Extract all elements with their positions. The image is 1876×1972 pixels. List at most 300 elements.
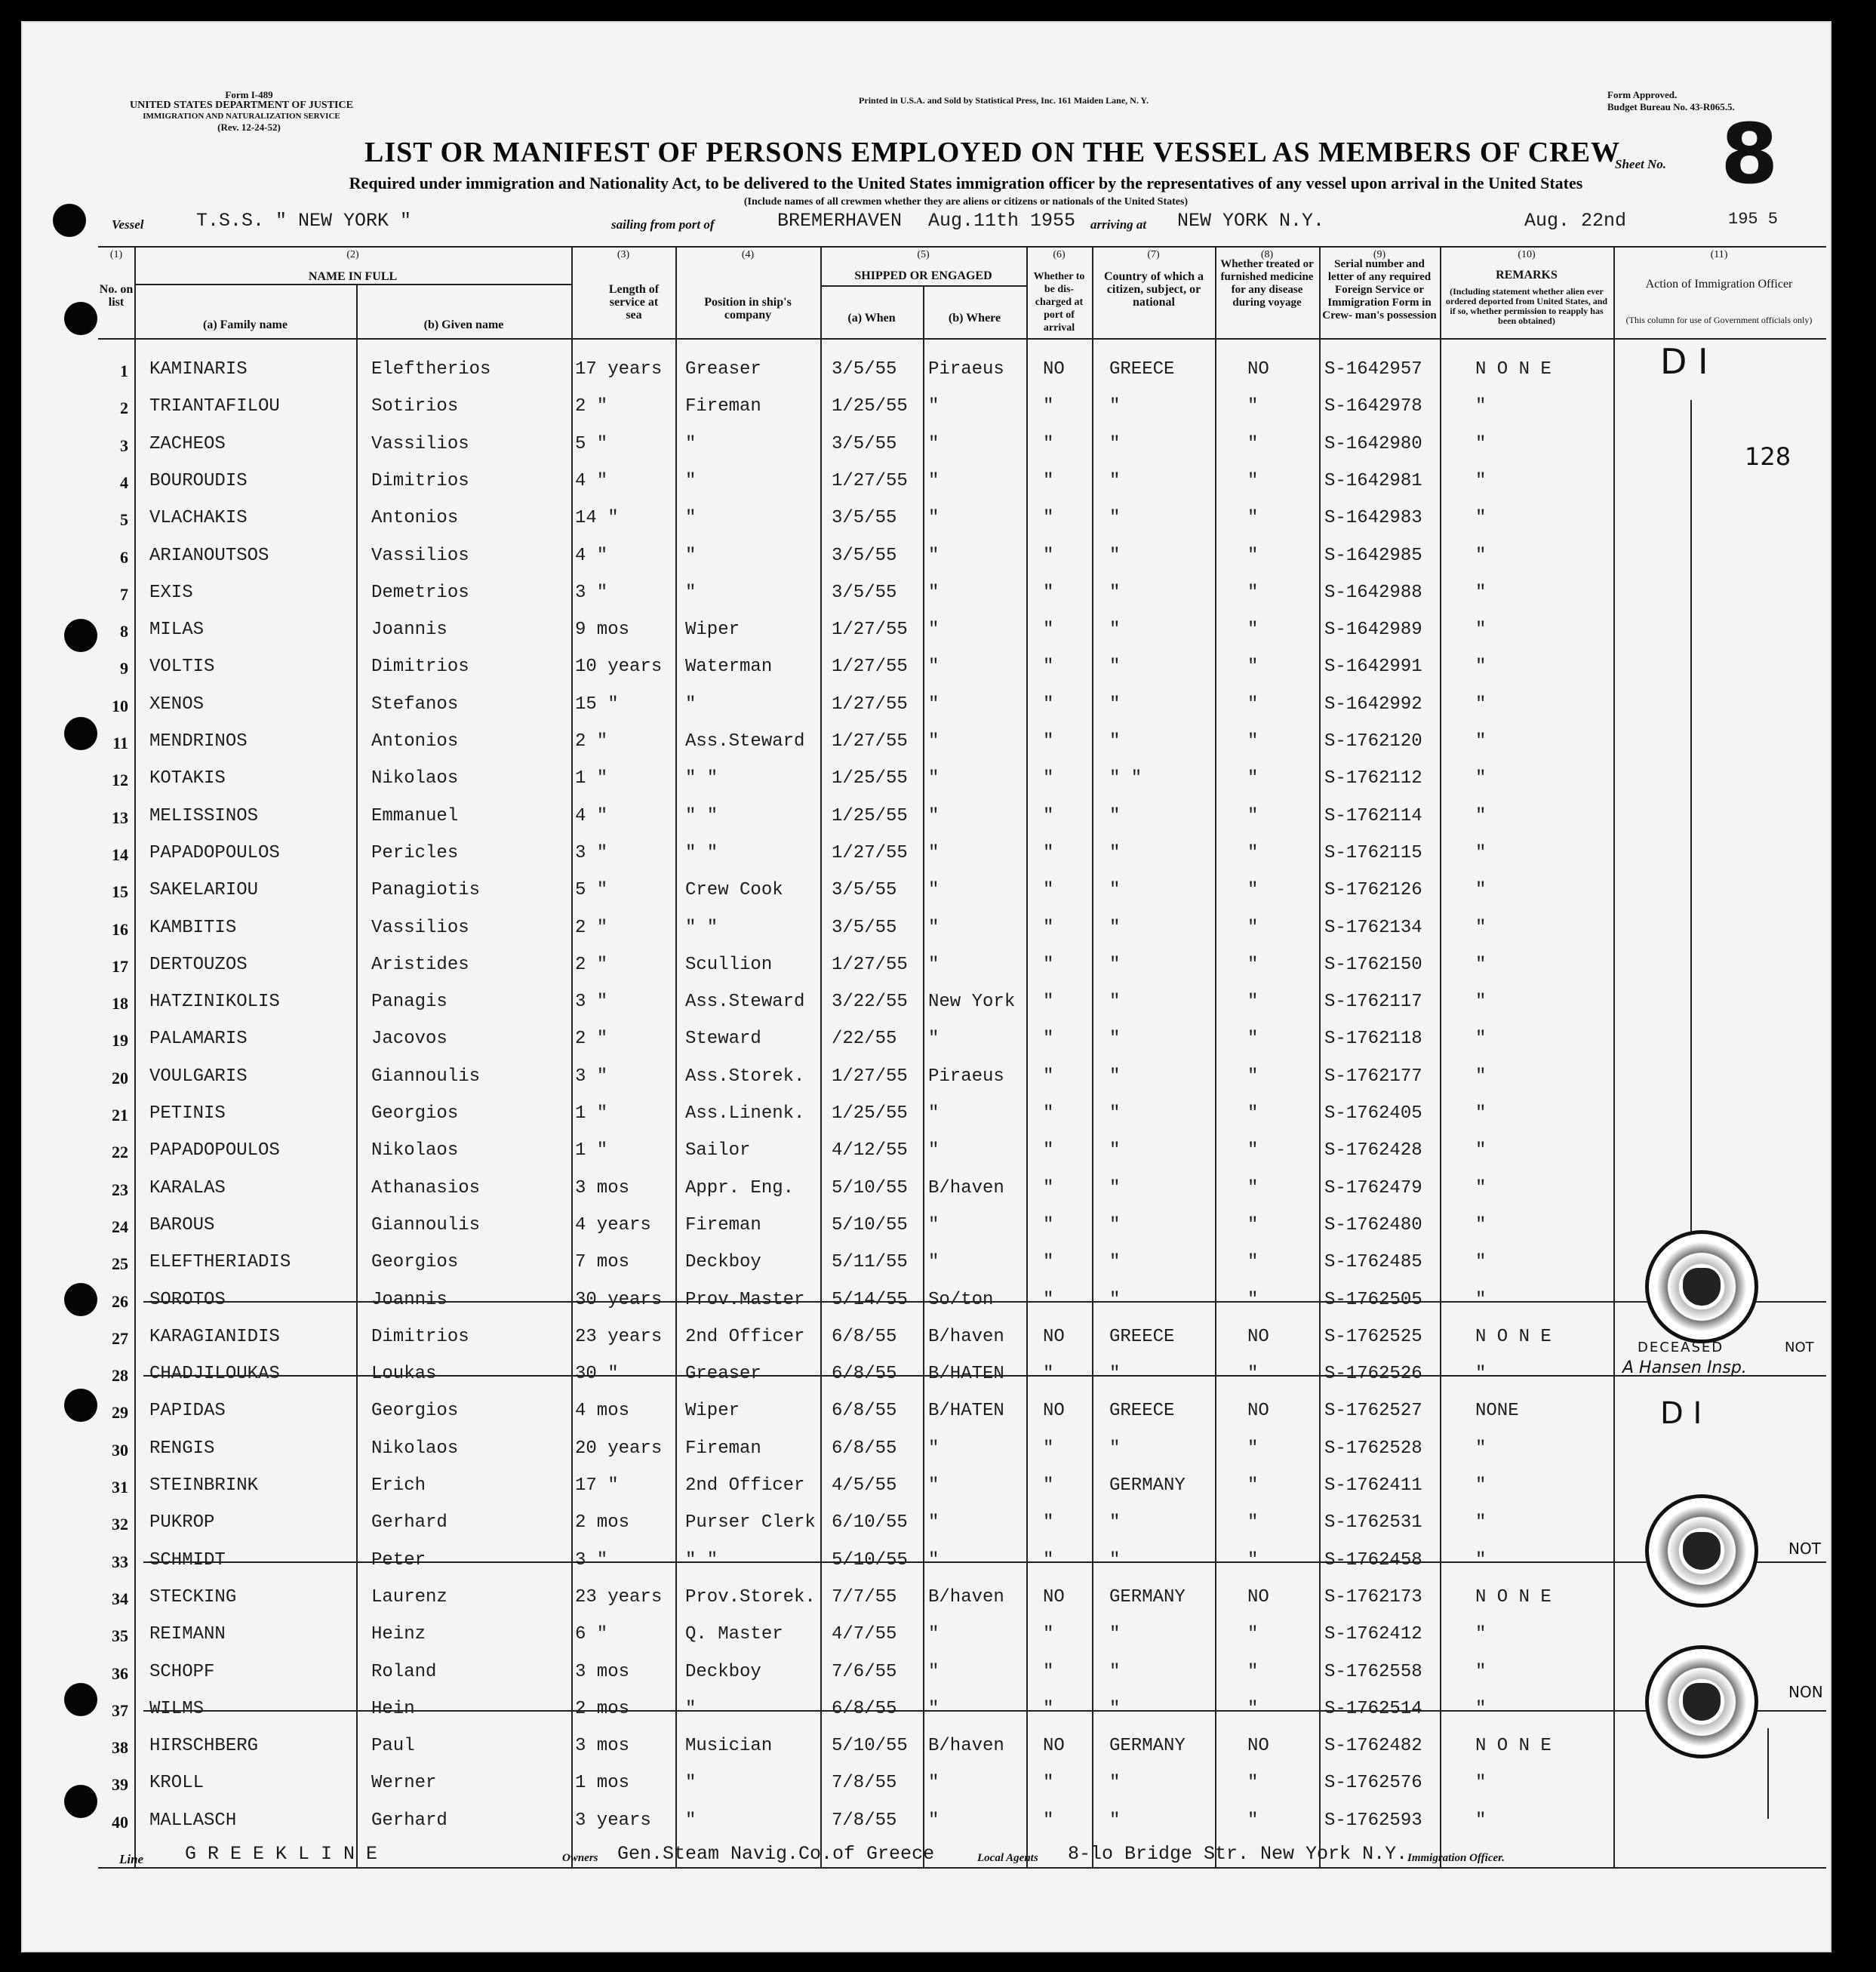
- officer-mark: D I: [1660, 341, 1708, 382]
- row-number: 3: [120, 436, 128, 455]
- crew-remarks: ": [1475, 1810, 1487, 1831]
- crew-treated: ": [1247, 583, 1259, 603]
- crew-shipped-when: 1/27/55: [832, 471, 908, 491]
- crew-given-name: Sotirios: [371, 396, 459, 417]
- crew-remarks: ": [1475, 1624, 1487, 1644]
- col-divider: [675, 246, 677, 1867]
- crew-given-name: Laurenz: [371, 1587, 447, 1607]
- crew-position: ": [685, 583, 697, 603]
- crew-service-length: 2 mos: [575, 1699, 630, 1719]
- crew-discharged: ": [1043, 1773, 1054, 1793]
- crew-shipped-where: B/haven: [928, 1736, 1004, 1756]
- crew-shipped-where: ": [928, 1475, 940, 1496]
- crew-country: GREECE: [1109, 359, 1175, 380]
- inspector-signature: A Hansen Insp.: [1622, 1358, 1747, 1377]
- deceased-note: DECEASED: [1638, 1340, 1724, 1355]
- crew-given-name: Giannoulis: [371, 1066, 481, 1087]
- crew-position: ": [685, 1810, 697, 1831]
- crew-remarks: ": [1475, 1773, 1487, 1793]
- crew-service-length: 10 years: [575, 657, 663, 677]
- crew-remarks: ": [1475, 434, 1487, 454]
- crew-country: ": [1109, 955, 1121, 975]
- crew-remarks: ": [1475, 620, 1487, 640]
- crew-country: ": [1109, 1550, 1121, 1571]
- crew-family-name: KOTAKIS: [149, 768, 226, 789]
- crew-given-name: Athanasios: [371, 1178, 481, 1198]
- crew-family-name: HIRSCHBERG: [149, 1736, 259, 1756]
- crew-country: ": [1109, 396, 1121, 417]
- crew-serial-number: S-1642978: [1324, 396, 1422, 417]
- crew-service-length: 4 years: [575, 1215, 651, 1235]
- port-from: BREMERHAVEN: [777, 210, 903, 232]
- crew-remarks: ": [1475, 1029, 1487, 1049]
- crew-discharged: ": [1043, 1215, 1054, 1235]
- crew-given-name: Georgios: [371, 1401, 459, 1421]
- crew-family-name: MELISSINOS: [149, 806, 259, 826]
- crew-discharged: ": [1043, 396, 1054, 417]
- crew-family-name: PALAMARIS: [149, 1029, 248, 1049]
- crew-shipped-where: ": [928, 471, 940, 491]
- crew-shipped-when: 1/25/55: [832, 1103, 908, 1124]
- crew-remarks: ": [1475, 1364, 1487, 1384]
- crew-discharged: ": [1043, 1029, 1054, 1049]
- crew-shipped-where: ": [928, 1773, 940, 1793]
- crew-shipped-when: 6/8/55: [832, 1438, 897, 1459]
- crew-service-length: 14 ": [575, 508, 619, 528]
- crew-treated: ": [1247, 1029, 1259, 1049]
- crew-country: ": [1109, 1290, 1121, 1310]
- crew-family-name: KARALAS: [149, 1178, 226, 1198]
- crew-family-name: SCHMIDT: [149, 1550, 226, 1571]
- crew-position: Sailor: [685, 1140, 751, 1161]
- crew-remarks: ": [1475, 880, 1487, 900]
- row-number: 26: [112, 1292, 128, 1311]
- crew-serial-number: S-1642991: [1324, 657, 1422, 677]
- crew-service-length: 2 ": [575, 955, 608, 975]
- crew-given-name: Giannoulis: [371, 1215, 481, 1235]
- crew-discharged: ": [1043, 1438, 1054, 1459]
- crew-serial-number: S-1762150: [1324, 955, 1422, 975]
- crew-treated: ": [1247, 992, 1259, 1012]
- crew-treated: ": [1247, 657, 1259, 677]
- crew-serial-number: S-1762412: [1324, 1624, 1422, 1644]
- col-divider: [1026, 246, 1028, 1867]
- crew-serial-number: S-1762576: [1324, 1773, 1422, 1793]
- crew-shipped-where: ": [928, 1029, 940, 1049]
- crew-country: ": [1109, 1662, 1121, 1682]
- table-bottom-rule: [98, 1867, 1826, 1869]
- crew-country: GERMANY: [1109, 1736, 1186, 1756]
- crew-shipped-where: ": [928, 1140, 940, 1161]
- crew-family-name: PAPADOPOULOS: [149, 1140, 280, 1161]
- crew-serial-number: S-1762505: [1324, 1290, 1422, 1310]
- crew-country: ": [1109, 1773, 1121, 1793]
- crew-discharged: ": [1043, 955, 1054, 975]
- crew-given-name: Nikolaos: [371, 768, 459, 789]
- crew-shipped-where: ": [928, 1662, 940, 1682]
- crew-serial-number: S-1762173: [1324, 1587, 1422, 1607]
- row-number: 4: [120, 473, 128, 492]
- col-header-action-note: (This column for use of Government officials only): [1625, 315, 1813, 325]
- col-divider: [923, 285, 924, 1867]
- crew-treated: ": [1247, 806, 1259, 826]
- crew-remarks: N O N E: [1475, 1736, 1552, 1756]
- crew-given-name: Georgios: [371, 1252, 459, 1272]
- crew-discharged: ": [1043, 1178, 1054, 1198]
- crew-family-name: VLACHAKIS: [149, 508, 248, 528]
- crew-family-name: VOULGARIS: [149, 1066, 248, 1087]
- row-number: 2: [120, 398, 128, 417]
- crew-service-length: 2 ": [575, 918, 608, 938]
- crew-treated: ": [1247, 1290, 1259, 1310]
- crew-shipped-when: 7/8/55: [832, 1810, 897, 1831]
- crew-service-length: 3 years: [575, 1810, 651, 1831]
- crew-country: ": [1109, 1252, 1121, 1272]
- vessel-label: Vessel: [112, 217, 144, 232]
- crew-shipped-when: 6/8/55: [832, 1364, 897, 1384]
- col-header-serial: Serial number and letter of any required Foreign Service or Immigration Form in Crew- man's possession: [1322, 258, 1437, 321]
- crew-country: ": [1109, 583, 1121, 603]
- crew-family-name: CHADJILOUKAS: [149, 1364, 280, 1384]
- crew-position: Prov.Master: [685, 1290, 805, 1310]
- crew-country: " ": [1109, 768, 1143, 789]
- crew-serial-number: S-1762479: [1324, 1178, 1422, 1198]
- crew-remarks: ": [1475, 1252, 1487, 1272]
- crew-family-name: EXIS: [149, 583, 193, 603]
- crew-shipped-where: ": [928, 843, 940, 863]
- crew-position: Wiper: [685, 1401, 740, 1421]
- crew-treated: ": [1247, 1699, 1259, 1719]
- row-number: 16: [112, 920, 128, 939]
- crew-given-name: Peter: [371, 1550, 426, 1571]
- crew-shipped-when: 1/25/55: [832, 806, 908, 826]
- crew-shipped-when: 7/7/55: [832, 1587, 897, 1607]
- crew-country: ": [1109, 918, 1121, 938]
- owners-label: Owners: [562, 1852, 598, 1864]
- tally-count: 128: [1745, 442, 1791, 471]
- crew-family-name: TRIANTAFILOU: [149, 396, 280, 417]
- crew-serial-number: S-1642989: [1324, 620, 1422, 640]
- crew-position: ": [685, 434, 697, 454]
- crew-service-length: 3 ": [575, 583, 608, 603]
- crew-country: ": [1109, 1624, 1121, 1644]
- crew-service-length: 3 mos: [575, 1178, 630, 1198]
- punch-hole: [53, 204, 86, 237]
- crew-discharged: ": [1043, 1810, 1054, 1831]
- strikethrough-line: [143, 1375, 1826, 1377]
- crew-serial-number: S-1762480: [1324, 1215, 1422, 1235]
- crew-country: ": [1109, 1103, 1121, 1124]
- crew-remarks: ": [1475, 396, 1487, 417]
- crew-serial-number: S-1642957: [1324, 359, 1422, 380]
- column-number: (6): [1053, 249, 1066, 260]
- crew-remarks: N O N E: [1475, 1327, 1552, 1347]
- crew-discharged: ": [1043, 1290, 1054, 1310]
- handwritten-note: NOT: [1788, 1540, 1821, 1558]
- form-number: Form I-489: [225, 89, 273, 100]
- crew-country: GERMANY: [1109, 1587, 1186, 1607]
- crew-position: Appr. Eng.: [685, 1178, 795, 1198]
- row-number: 23: [112, 1180, 128, 1199]
- column-number: (2): [346, 249, 359, 260]
- crew-remarks: N O N E: [1475, 359, 1552, 380]
- crew-country: ": [1109, 1699, 1121, 1719]
- crew-position: ": [685, 1773, 697, 1793]
- crew-treated: ": [1247, 546, 1259, 566]
- crew-remarks: ": [1475, 1215, 1487, 1235]
- col-header-name: NAME IN FULL: [308, 270, 398, 283]
- crew-shipped-where: ": [928, 583, 940, 603]
- row-number: 31: [112, 1478, 128, 1497]
- crew-discharged: ": [1043, 806, 1054, 826]
- crew-family-name: STEINBRINK: [149, 1475, 259, 1496]
- row-number: 37: [112, 1701, 128, 1720]
- crew-serial-number: S-1642985: [1324, 546, 1422, 566]
- crew-given-name: Vassilios: [371, 546, 469, 566]
- crew-treated: ": [1247, 1066, 1259, 1087]
- column-number: (5): [917, 249, 930, 260]
- crew-shipped-when: 6/8/55: [832, 1699, 897, 1719]
- printer-note: Printed in U.S.A. and Sold by Statistical Press, Inc. 161 Maiden Lane, N. Y.: [859, 95, 1149, 106]
- crew-given-name: Panagis: [371, 992, 447, 1012]
- name-subrule: [134, 284, 571, 285]
- row-number: 22: [112, 1143, 128, 1161]
- col-header-action: Action of Immigration Officer: [1645, 278, 1793, 291]
- crew-shipped-when: 6/10/55: [832, 1512, 908, 1533]
- crew-given-name: Vassilios: [371, 918, 469, 938]
- crew-discharged: ": [1043, 471, 1054, 491]
- col-header-treated: Whether treated or furnished medicine for any disease during voyage: [1220, 258, 1314, 309]
- crew-shipped-where: ": [928, 657, 940, 677]
- crew-discharged: ": [1043, 1550, 1054, 1571]
- crew-treated: NO: [1247, 1327, 1269, 1347]
- crew-shipped-when: 7/8/55: [832, 1773, 897, 1793]
- col-header-no: No. on list: [99, 283, 134, 309]
- crew-position: Fireman: [685, 396, 761, 417]
- crew-shipped-where: ": [928, 694, 940, 715]
- crew-serial-number: S-1762458: [1324, 1550, 1422, 1571]
- crew-service-length: 20 years: [575, 1438, 663, 1459]
- crew-shipped-where: ": [928, 768, 940, 789]
- crew-position: ": [685, 508, 697, 528]
- crew-service-length: 2 ": [575, 1029, 608, 1049]
- crew-position: ": [685, 694, 697, 715]
- crew-shipped-when: 3/5/55: [832, 918, 897, 938]
- crew-country: ": [1109, 471, 1121, 491]
- crew-shipped-when: 3/5/55: [832, 583, 897, 603]
- crew-country: GREECE: [1109, 1327, 1175, 1347]
- crew-shipped-where: B/HATEN: [928, 1364, 1004, 1384]
- crew-remarks: ": [1475, 1550, 1487, 1571]
- row-number: 8: [120, 622, 128, 641]
- crew-remarks: NONE: [1475, 1401, 1519, 1421]
- crew-shipped-when: 1/27/55: [832, 955, 908, 975]
- row-number: 19: [112, 1031, 128, 1050]
- crew-discharged: ": [1043, 434, 1054, 454]
- crew-position: Crew Cook: [685, 880, 783, 900]
- crew-shipped-when: 5/14/55: [832, 1290, 908, 1310]
- crew-discharged: ": [1043, 620, 1054, 640]
- crew-given-name: Stefanos: [371, 694, 459, 715]
- crew-serial-number: S-1762428: [1324, 1140, 1422, 1161]
- col-header-given: (b) Given name: [423, 318, 504, 331]
- col-header-position: Position in ship's company: [704, 296, 792, 321]
- crew-service-length: 30 years: [575, 1290, 663, 1310]
- crew-service-length: 1 ": [575, 768, 608, 789]
- crew-position: 2nd Officer: [685, 1327, 805, 1347]
- crew-serial-number: S-1762485: [1324, 1252, 1422, 1272]
- row-number: 29: [112, 1403, 128, 1422]
- crew-family-name: REIMANN: [149, 1624, 226, 1644]
- budget-bureau: Budget Bureau No. 43-R065.5.: [1607, 101, 1735, 112]
- row-number: 28: [112, 1366, 128, 1385]
- crew-serial-number: S-1762525: [1324, 1327, 1422, 1347]
- crew-country: ": [1109, 657, 1121, 677]
- crew-remarks: ": [1475, 992, 1487, 1012]
- crew-shipped-where: ": [928, 1215, 940, 1235]
- crew-service-length: 1 mos: [575, 1773, 630, 1793]
- crew-discharged: ": [1043, 1624, 1054, 1644]
- crew-remarks: ": [1475, 843, 1487, 863]
- row-number: 17: [112, 957, 128, 976]
- punch-hole: [64, 1389, 97, 1422]
- crew-service-length: 4 ": [575, 806, 608, 826]
- page-subnote: (Include names of all crewmen whether they are aliens or citizens or nationals of the United States): [743, 196, 1189, 208]
- crew-family-name: WILMS: [149, 1699, 205, 1719]
- crew-shipped-when: 6/8/55: [832, 1401, 897, 1421]
- col-divider: [1440, 246, 1441, 1867]
- crew-serial-number: S-1762411: [1324, 1475, 1422, 1496]
- crew-serial-number: S-1762115: [1324, 843, 1422, 863]
- crew-remarks: ": [1475, 1103, 1487, 1124]
- sailing-label: sailing from port of: [611, 217, 715, 232]
- crew-shipped-where: ": [928, 396, 940, 417]
- row-number: 27: [112, 1329, 128, 1348]
- crew-family-name: ELEFTHERIADIS: [149, 1252, 291, 1272]
- crew-treated: ": [1247, 1178, 1259, 1198]
- crew-given-name: Nikolaos: [371, 1438, 459, 1459]
- crew-position: Ass.Steward: [685, 992, 805, 1012]
- crew-treated: ": [1247, 508, 1259, 528]
- crew-treated: ": [1247, 843, 1259, 863]
- crew-treated: ": [1247, 434, 1259, 454]
- row-number: 5: [120, 510, 128, 529]
- crew-family-name: ARIANOUTSOS: [149, 546, 269, 566]
- col-divider: [1319, 246, 1321, 1867]
- row-number: 9: [120, 659, 128, 678]
- col-divider: [820, 246, 822, 1867]
- crew-given-name: Dimitrios: [371, 1327, 469, 1347]
- row-number: 24: [112, 1217, 128, 1236]
- crew-discharged: ": [1043, 918, 1054, 938]
- crew-shipped-when: 1/27/55: [832, 843, 908, 863]
- col-header-service: Length of service at sea: [608, 283, 660, 321]
- vessel-name: T.S.S. " NEW YORK ": [196, 210, 412, 232]
- consulate-seal: [1645, 1645, 1758, 1758]
- crew-service-length: 1 ": [575, 1103, 608, 1124]
- column-number: (1): [109, 249, 123, 260]
- crew-shipped-where: ": [928, 880, 940, 900]
- crew-serial-number: S-1762117: [1324, 992, 1422, 1012]
- row-number: 35: [112, 1626, 128, 1645]
- strikethrough-line: [143, 1710, 1826, 1712]
- crew-country: ": [1109, 1066, 1121, 1087]
- date-to: Aug. 22nd: [1524, 210, 1627, 232]
- crew-remarks: N O N E: [1475, 1587, 1552, 1607]
- crew-service-length: 15 ": [575, 694, 619, 715]
- col-divider: [571, 246, 573, 1867]
- crew-shipped-when: 1/27/55: [832, 1066, 908, 1087]
- crew-remarks: ": [1475, 583, 1487, 603]
- crew-position: Steward: [685, 1029, 761, 1049]
- crew-serial-number: S-1642983: [1324, 508, 1422, 528]
- crew-country: ": [1109, 1810, 1121, 1831]
- shipping-line: G R E E K L I N E: [185, 1843, 378, 1865]
- crew-discharged: ": [1043, 843, 1054, 863]
- crew-service-length: 17 years: [575, 359, 663, 380]
- crew-service-length: 3 mos: [575, 1736, 630, 1756]
- crew-serial-number: S-1762112: [1324, 768, 1422, 789]
- crew-family-name: SAKELARIOU: [149, 880, 259, 900]
- crew-service-length: 3 ": [575, 992, 608, 1012]
- crew-discharged: ": [1043, 657, 1054, 677]
- crew-remarks: ": [1475, 1066, 1487, 1087]
- punch-hole: [64, 1785, 97, 1818]
- crew-discharged: ": [1043, 1699, 1054, 1719]
- crew-remarks: ": [1475, 731, 1487, 752]
- crew-treated: ": [1247, 1662, 1259, 1682]
- crew-discharged: ": [1043, 1662, 1054, 1682]
- crew-discharged: NO: [1043, 1736, 1065, 1756]
- row-number: 40: [112, 1813, 128, 1832]
- punch-hole: [64, 1283, 97, 1316]
- crew-discharged: ": [1043, 583, 1054, 603]
- crew-family-name: PETINIS: [149, 1103, 226, 1124]
- agents-label: Local Agents: [977, 1852, 1038, 1864]
- crew-treated: ": [1247, 1438, 1259, 1459]
- crew-shipped-where: ": [928, 620, 940, 640]
- crew-country: ": [1109, 434, 1121, 454]
- crew-family-name: KAMBITIS: [149, 918, 237, 938]
- crew-service-length: 5 ": [575, 880, 608, 900]
- crew-position: Deckboy: [685, 1252, 761, 1272]
- page-subtitle: Required under immigration and Nationality Act, to be delivered to the United States immigration officer by the representatives of any vessel upon arrival in the United States: [349, 174, 1583, 192]
- crew-position: Fireman: [685, 1438, 761, 1459]
- form-approved: Form Approved.: [1607, 89, 1678, 100]
- crew-treated: NO: [1247, 1736, 1269, 1756]
- crew-position: Greaser: [685, 359, 761, 380]
- manifest-page: [23, 23, 1830, 1951]
- crew-service-length: 30 ": [575, 1364, 619, 1384]
- crew-shipped-where: So/ton: [928, 1290, 994, 1310]
- sheet-number: 8: [1721, 106, 1779, 202]
- crew-given-name: Erich: [371, 1475, 426, 1496]
- crew-serial-number: S-1762134: [1324, 918, 1422, 938]
- crew-shipped-where: ": [928, 1699, 940, 1719]
- crew-family-name: BAROUS: [149, 1215, 215, 1235]
- crew-country: ": [1109, 546, 1121, 566]
- crew-remarks: ": [1475, 955, 1487, 975]
- service-name: IMMIGRATION AND NATURALIZATION SERVICE: [143, 112, 340, 121]
- crew-family-name: SCHOPF: [149, 1662, 215, 1682]
- crew-family-name: XENOS: [149, 694, 205, 715]
- crew-discharged: ": [1043, 694, 1054, 715]
- crew-remarks: ": [1475, 1512, 1487, 1533]
- crew-shipped-when: 1/25/55: [832, 396, 908, 417]
- crew-shipped-when: 1/27/55: [832, 731, 908, 752]
- crew-given-name: Nikolaos: [371, 1140, 459, 1161]
- crew-serial-number: S-1762114: [1324, 806, 1422, 826]
